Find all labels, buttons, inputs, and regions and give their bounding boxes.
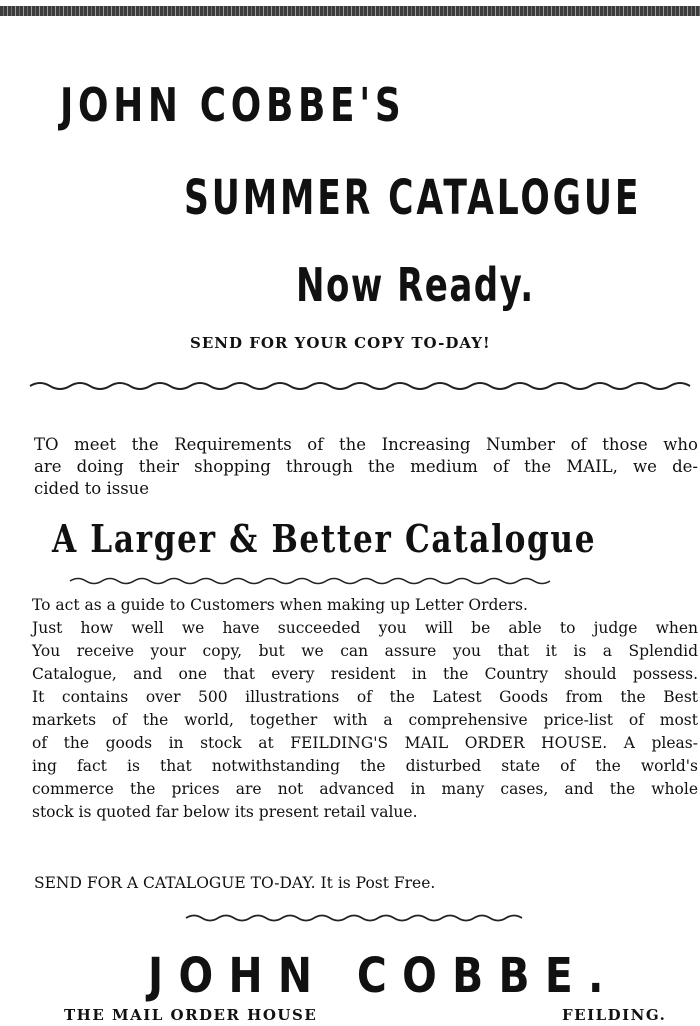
- headline-catalogue-title: SUMMER CATALOGUE: [184, 170, 642, 226]
- catalogue-call-to-action: SEND FOR A CATALOGUE TO-DAY. It is Post Free.: [34, 874, 436, 892]
- wavy-divider-top: [30, 376, 700, 400]
- top-border-rule: [0, 6, 700, 16]
- body-paragraph: [32, 594, 698, 824]
- body-line: stock is quoted far below its present retail value.: [32, 803, 418, 821]
- subheading-larger-better-catalogue: A Larger & Better Catalogue: [52, 516, 597, 561]
- body-line: ing fact is that notwithstanding the disturbed state of the world's: [32, 757, 698, 775]
- intro-line: are doing their shopping through the medium of the MAIL, we de-: [34, 457, 698, 476]
- headline-advertiser-name: JOHN COBBE'S: [60, 78, 406, 132]
- intro-line: cided to issue: [34, 479, 150, 498]
- headline-now-ready: Now Ready.: [296, 258, 535, 312]
- body-line: of the goods in stock at FEILDING'S MAIL ORDER HOUSE. A pleas-: [32, 734, 698, 752]
- footer-location: FEILDING.: [562, 1006, 667, 1024]
- wavy-divider-bottom: [186, 910, 526, 926]
- body-line: You receive your copy, but we can assure you that it is a Splendid: [32, 642, 698, 660]
- send-copy-callout: SEND FOR YOUR COPY TO-DAY!: [190, 334, 491, 352]
- body-line: To act as a guide to Customers when making up Letter Orders.: [32, 596, 528, 614]
- body-line: Just how well we have succeeded you will be able to judge when: [32, 619, 698, 637]
- body-line: markets of the world, together with a comprehensive price-list of most: [32, 711, 698, 729]
- intro-line: TO meet the Requirements of the Increasing Number of those who: [34, 435, 698, 454]
- body-line: Catalogue, and one that every resident in the Country should possess.: [32, 665, 698, 683]
- signature-name: JOHN COBBE.: [148, 948, 619, 1004]
- body-line: commerce the prices are not advanced in many cases, and the whole: [32, 780, 698, 798]
- body-line: It contains over 500 illustrations of the Latest Goods from the Best: [32, 688, 698, 706]
- footer-mail-order-house: THE MAIL ORDER HOUSE: [64, 1006, 318, 1024]
- wavy-underline-subhead: [70, 574, 550, 588]
- intro-paragraph: [34, 434, 698, 500]
